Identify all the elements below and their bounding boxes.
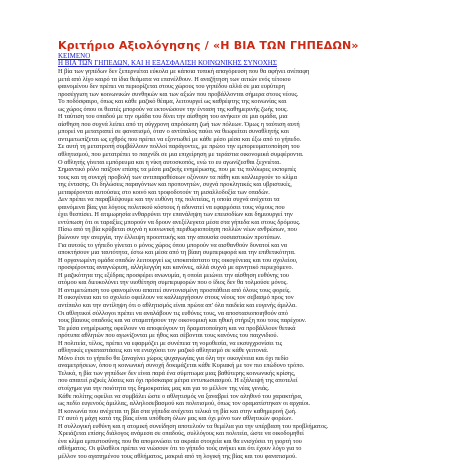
body-line: Γι' αυτό η μάχη κατά της βίας είναι υπόθεση όλων μας και όχι μόνο των αθλητικών φορέων. [58, 415, 293, 423]
body-line: Η συλλογική ευθύνη και η ατομική συνείδηση αποτελούν τα θεμέλια για την υπέρβαση του προβλήματος. [58, 422, 329, 430]
body-line: προσέγγιση των κοινωνικών συνθηκών και των αξιών που προβάλλονται σήμερα στους νέους. [58, 90, 299, 98]
body-line: φαινόμενα βίας για λόγους πολιτικού κόστους ή αδυνατεί να εφαρμόσει τους νόμους που [58, 203, 285, 211]
body-line: αθλητικές εγκαταστάσεις και να ενισχύσει τον μαζικό αθλητισμό σε κάθε γειτονιά. [58, 347, 269, 355]
body-line: έχει θεσπίσει. Η ατιμωρησία ενθαρρύνει την επανάληψη των επεισοδίων και δημιουργεί την [58, 211, 293, 219]
body-line: Κάθε πολίτης οφείλει να συμβάλει ώστε ο αθλητισμός να ξαναβρεί τον αληθινό του χαρακτήρα, [58, 392, 303, 400]
body-line: αίσθηση που συχνά λείπει από τη σύγχρονη απρόσωπη ζωή των πόλεων. Όμως η ταύτιση αυτή [58, 120, 300, 128]
body-line: αντιμετωπίζεται ως εχθρός που πρέπει να εξοντωθεί με κάθε μέσο μέσα και έξω από το γήπεδο. [58, 135, 302, 143]
body-line: Η πολιτεία, τέλος, πρέπει να εφαρμόζει με συνέπεια τη νομοθεσία, να εκσυγχρονίσει τις [58, 339, 283, 347]
body-line: μπορεί να μετατραπεί σε φανατισμό, όταν ο αντίπαλος παύει να θεωρείται συναθλητής και [58, 128, 289, 136]
body-line: Χρειάζεται επίσης διάλογος ανάμεσα σε οπαδούς, συλλόγους και πολιτεία, ώστε να οικοδομηθεί [58, 430, 304, 438]
body-text [58, 68, 408, 460]
body-line: Η οργανωμένη ομάδα οπαδών λειτουργεί ως υποκατάστατο της οικογένειας και του σχολείου, [58, 256, 298, 264]
body-line: Σημαντικό ρόλο παίζουν επίσης τα μέσα μαζικής ενημέρωσης, που με τις πολύωρες εκπομπές [58, 166, 297, 174]
body-line: Μόνο έτσι το γήπεδο θα ξαναγίνει χώρος ψυχαγωγίας για όλη την οικογένεια και όχι πεδίο [58, 354, 289, 362]
body-line: Για αυτούς το γήπεδο γίνεται ο μόνος χώρος όπου μπορούν να αισθανθούν δυνατοί και να [58, 241, 288, 249]
body-line: Η ταύτιση του οπαδού με την ομάδα του δίνει την αίσθηση του ανήκειν σε μια ομάδα, μια [58, 113, 288, 121]
body-line: αθλήματος. Οι φίλαθλοι πρέπει να νιώσουν ότι το γήπεδο τούς ανήκει και ότι έχουν λόγο για το [58, 445, 302, 453]
body-line: φαινομένου δεν πρέπει να περιορίζεται στους χώρους του γηπέδου αλλά σε μια ευρύτερη [58, 83, 285, 91]
body-line: στοίχημα για την ποιότητα της δημοκρατίας μας και για το μέλλον της νέας γενιάς. [58, 384, 270, 392]
body-line: Σε αυτή τη μετατροπή συμβάλλουν πολλοί παράγοντες, με πρώτο την εμπορευματοποίηση του [58, 143, 300, 151]
body-line: ένα κλίμα εμπιστοσύνης που θα απομονώσει τα ακραία στοιχεία και θα ενισχύσει τη γιορτή του [58, 437, 302, 445]
document-subtitle: Η ΒΙΑ ΤΩΝ ΓΗΠΕΔΩΝ, ΚΑΙ Η ΕΞΑΣΦΑΛΙΣΗ ΚΟΙΝΩΝΙΚΗΣ ΣΥΝΟΧΗΣ [58, 59, 277, 67]
body-line: Η αντιμετώπιση του φαινομένου απαιτεί συντονισμένη προσπάθεια από όλους τους φορείς. [58, 286, 291, 294]
body-line: Δεν πρέπει να παραβλέψουμε και την ευθύνη της πολιτείας, η οποία συχνά ανέχεται τα [58, 196, 280, 204]
body-line: Η μαζικότητα της εξέδρας προσφέρει ανωνυμία, η οποία μειώνει την αίσθηση ευθύνης του [58, 271, 289, 279]
body-line: αναμετρήσεων, όπου η κοινωνική συνοχή δοκιμάζεται κάθε Κυριακή με τον πιο επώδυνο τρόπο. [58, 362, 305, 370]
body-line: Τα μέσα ενημέρωσης οφείλουν να αποφεύγουν τη δραματοποίηση και να προβάλλουν θετικά [58, 324, 296, 332]
body-line: μέλλον του αγαπημένου τους αθλήματος, μακριά από τη λογική της βίας και του φανατισμού. [58, 452, 297, 460]
body-line: Ο αθλητής γίνεται εμπόρευμα και η νίκη αυτοσκοπός, ενώ το ευ αγωνίζεσθαι ξεχνιέται. [58, 158, 281, 166]
body-line: ατόμου και διευκολύνει την υιοθέτηση συμπεριφορών που ο ίδιος δεν θα τολμούσε μόνος. [58, 279, 288, 287]
body-line: τους και τη συνεχή προβολή των αντιπαραθέσεων οξύνουν τα πάθη και καλλιεργούν το κλίμα [58, 173, 298, 181]
body-line: μετά από λίγο καιρό τα ίδια θεάματα να επανέλθουν. Η αναζήτηση των αιτιών ενός τέτοιου [58, 75, 291, 83]
body-line: μεταφέρονται αυτούσιες στο κοινό και τροφοδοτούν τη μισαλλοδοξία των οπαδών. [58, 188, 270, 196]
body-line: πρότυπα αθλητών που αγωνίζονται με ήθος και σέβονται τους κανόνες του παιχνιδιού. [58, 332, 279, 340]
body-line: Το ποδόσφαιρο, όπως και κάθε μαζικό θέαμα, λειτουργεί ως καθρέφτης της κοινωνίας και [58, 98, 287, 106]
body-line: Τελικά, η βία των γηπέδων δεν είναι παρά ένα σύμπτωμα μιας βαθύτερης κοινωνικής κρίσης, [58, 369, 296, 377]
body-line: αποκτήσουν μια ταυτότητα, έστω και μέσα από τη βίαιη συμπεριφορά και την επιθετικότητα. [58, 249, 296, 257]
body-line: ως πεδίο ευγενούς άμιλλας, αλληλοσεβασμού και πολιτισμού, όπως τον οραματίστηκαν οι αρχαίοι. [58, 400, 311, 408]
body-line: βιώνουν την ανεργία, την έλλειψη προοπτικής και την απουσία ουσιαστικών προτύπων. [58, 234, 282, 242]
body-line: εντύπωση ότι οι ταραξίες μπορούν να δρουν ανεξέλεγκτα μέσα στα γήπεδα και στους δρόμους. [58, 218, 301, 226]
body-line: Πίσω από τη βία κρύβεται συχνά η κοινωνική περιθωριοποίηση πολλών νέων ανθρώπων, που [58, 226, 297, 234]
body-line: αθλητισμού, που μετατρέπει το παιχνίδι σε μια επιχείρηση με τεράστια οικονομικά συμφέροντα. [58, 151, 304, 159]
body-line: της έντασης. Οι δηλώσεις παραγόντων και προπονητών, συχνά προκλητικές και υβριστικές, [58, 181, 292, 189]
body-line: Η βία των γηπέδων δεν ξεπερνιέται εύκολα με κάποια τυπική απαγόρευση που θα αφήνει ανέπαφη [58, 68, 310, 75]
body-line: Οι αθλητικοί σύλλογοι πρέπει να αναλάβουν τις ευθύνες τους, να αποστασιοποιηθούν από [58, 309, 288, 317]
body-line: τους βίαιους οπαδούς και να σταματήσουν την οικονομική και ηθική στήριξη που τους παρέχουν. [58, 317, 307, 325]
body-line: Η κοινωνία που ανέχεται τη βία στα γήπεδα ανέχεται τελικά τη βία και στην καθημερινή ζωή. [58, 407, 297, 415]
body-line: ως χώρος όπου οι θεατές μπορούν να εκτονώσουν την ένταση της καθημερινής ζωής τους. [58, 105, 288, 113]
body-line: που απαιτεί ριζικές λύσεις και όχι πρόσκαιρα μέτρα εντυπωσιασμού. Η εξάλειψή της αποτελεί [58, 377, 298, 385]
section-label: ΚΕΙΜΕΝΟ [58, 52, 91, 60]
body-line: αντίπαλο και την αντίληψη ότι ο αθλητισμός είναι πρώτα απ' όλα παιδεία και ευγενής άμιλλα. [58, 301, 297, 309]
document-title: Κριτήριο Αξιολόγησης / «Η ΒΙΑ ΤΩΝ ΓΗΠΕΔΩΝ» [58, 39, 359, 52]
body-line: προσφέροντας αναγνώριση, αλληλεγγύη και κανόνες, αλλά συχνά με αρνητικό περιεχόμενο. [58, 264, 294, 272]
body-line: Η οικογένεια και το σχολείο οφείλουν να καλλιεργήσουν στους νέους τον σεβασμό προς τον [58, 294, 294, 302]
